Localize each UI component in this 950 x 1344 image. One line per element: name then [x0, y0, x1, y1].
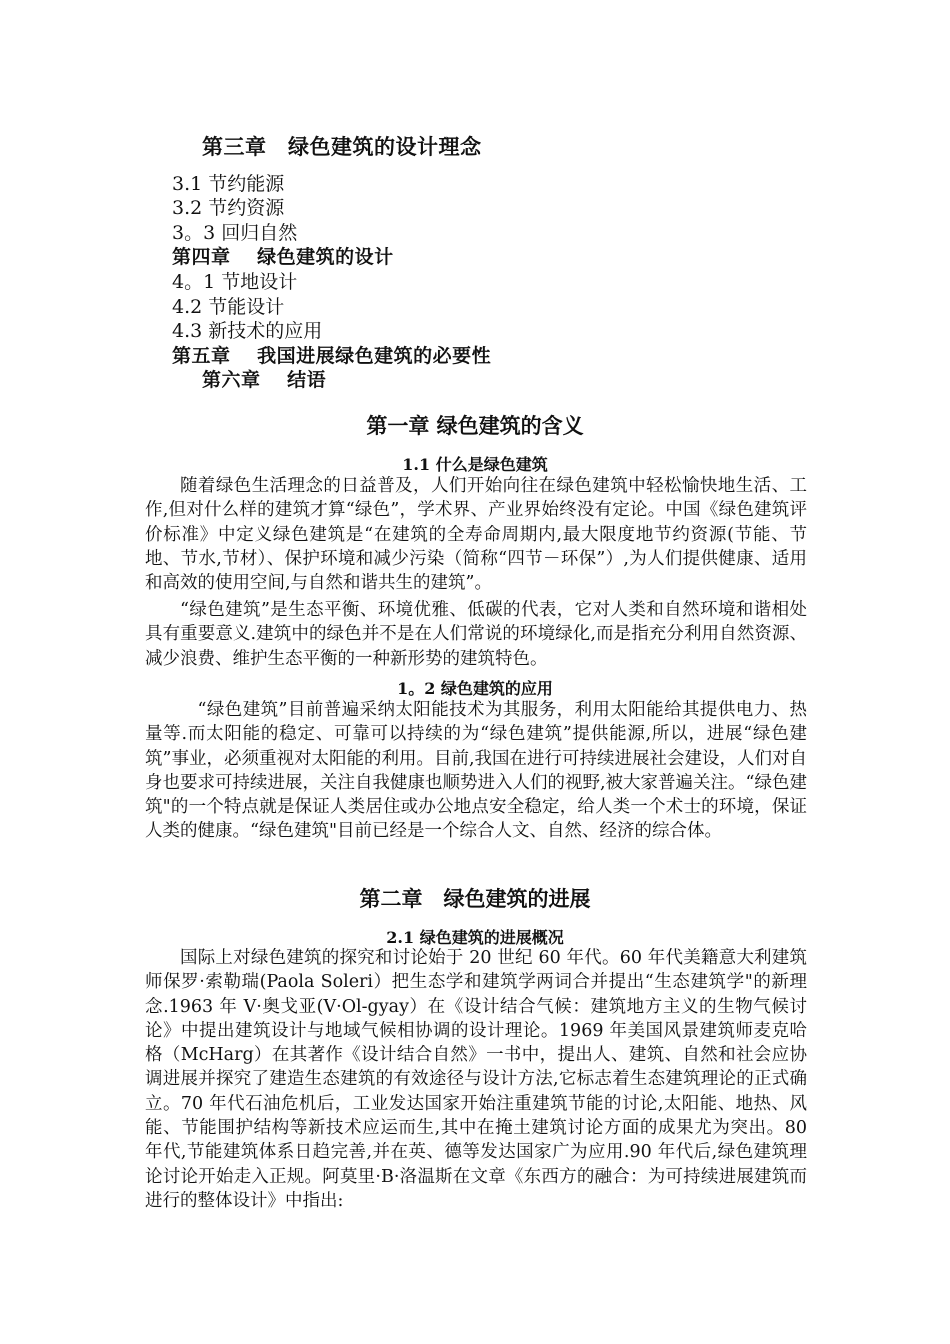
chapter-2-title: 第二章 绿色建筑的进展 [359, 886, 591, 911]
toc-chapter-5: 第五章 我国进展绿色建筑的必要性 [172, 344, 492, 367]
toc-section-4-2: 4.2 节能设计 [172, 295, 285, 318]
section-1-1-paragraph-1: 随着绿色生活理念的日益普及，人们开始向往在绿色建筑中轻松愉快地生活、工作,但对什么样的建筑才算“绿色”，学术界、产业界始终没有定论。中国《绿色建筑评价标准》中定义绿色建筑是“在建筑的全寿命周期内,最大限度地节约资源(节能、节地、节水,节材）、保护环境和减少污染（简称“四节－环保”）,为人们提供健康、适用和高效的使用空间,与自然和谐共生的建筑”。 [145, 476, 807, 594]
toc-chapter-3: 第三章 绿色建筑的设计理念 [202, 134, 482, 159]
toc-section-3-1: 3.1 节约能源 [172, 172, 285, 195]
toc-chapter-6: 第六章 结语 [202, 369, 327, 392]
section-1-2-paragraph-1: “绿色建筑”目前普遍采纳太阳能技术为其服务，利用太阳能给其提供电力、热量等.而太阳能的稳定、可靠可以持续的为“绿色建筑”提供能源,所以，进展“绿色建筑”事业，必须重视对太阳能的利用。目前,我国在进行可持续进展社会建设，人们对自身也要求可持续进展，关注自我健康也顺势进入人们的视野,被大家普遍关注。“绿色建筑"的一个特点就是保证人类居住或办公地点安全稳定，给人类一个术士的环境，保证人类的健康。“绿色建筑"目前已经是一个综合人文、自然、经济的综合体。 [145, 700, 808, 842]
toc-section-3-2: 3.2 节约资源 [172, 197, 285, 220]
section-1-1-paragraph-2: “绿色建筑”是生态平衡、环境优雅、低碳的代表，它对人类和自然环境和谐相处具有重要意义.建筑中的绿色并不是在人们常说的环境绿化,而是指充分利用自然资源、减少浪费、维护生态平衡的一种新形势的建筑特色。 [145, 600, 807, 669]
section-1-1-title: 1.1 什么是绿色建筑 [402, 455, 548, 474]
toc-section-4-3: 4.3 新技术的应用 [172, 320, 323, 343]
section-2-1-paragraph-1: 国际上对绿色建筑的探究和讨论始于 20 世纪 60 年代。60 年代美籍意大利建筑师保罗·索勒瑞(Paola Soleri）把生态学和建筑学两词合并提出“生态建筑学"的新理念.1963 年 V·奥戈亚(V·Ol-gyay）在《设计结合气候：建筑地方主义的生物气候讨论》中提出建筑设计与地域气候相协调的设计理论。1969 年美国风景建筑师麦克哈格（McHarg）在其著作《设计结合自然》一书中，提出人、建筑、自然和社会应协调进展并探究了建造生态建筑的有效途径与设计方法,它标志着生态建筑理论的正式确立。70 年代石油危机后，工业发达国家开始注重建筑节能的讨论,太阳能、地热、风能、节能围护结构等新技术应运而生,其中在掩土建筑讨论方面的成果尤为突出。80 年代,节能建筑体系日趋完善,并在英、德等发达国家广为应用.90 年代后,绿色建筑理论讨论开始走入正规。阿莫里·B·洛温斯在文章《东西方的融合：为可持续进展建筑而进行的整体设计》中指出: [145, 948, 807, 1211]
section-2-1-title: 2.1 绿色建筑的进展概况 [386, 928, 564, 947]
table-of-contents [172, 135, 491, 393]
toc-section-3-3: 3。3 回归自然 [172, 221, 298, 244]
toc-section-4-1: 4。1 节地设计 [172, 270, 298, 293]
chapter-1-title: 第一章 绿色建筑的含义 [366, 413, 584, 438]
toc-chapter-4: 第四章 绿色建筑的设计 [172, 246, 394, 269]
section-1-2-title: 1。2 绿色建筑的应用 [397, 679, 553, 698]
